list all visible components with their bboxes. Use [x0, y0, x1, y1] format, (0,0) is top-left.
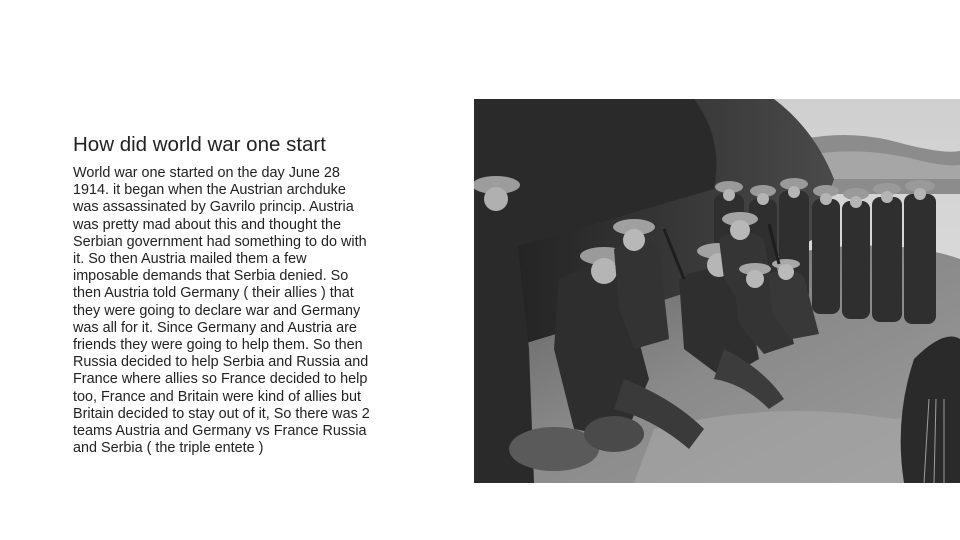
- slide-title: How did world war one start: [73, 133, 326, 156]
- trench-soldiers-photo: [474, 99, 960, 483]
- slide-body-text: World war one started on the day June 28 1914. it began when the Austrian archduke was assassinated by Gavrilo princip. Austria was pretty mad about this and thought the Serbian government had something to do with it. So then Austria mailed them a few imposable demands that Serbia denied. So then Austria told Germany ( their allies ) that they were going to declare war and Germany was all for it. Since Germany and Austria are friends they were going to help them. So then Russia decided to help Serbia and Russia and France where allies so France decided to help too, France and Britain were kind of allies but Britain decided to stay out of it, So there was 2 teams Austria and Germany vs France Russia and Serbia ( the triple entete ): [73, 165, 370, 457]
